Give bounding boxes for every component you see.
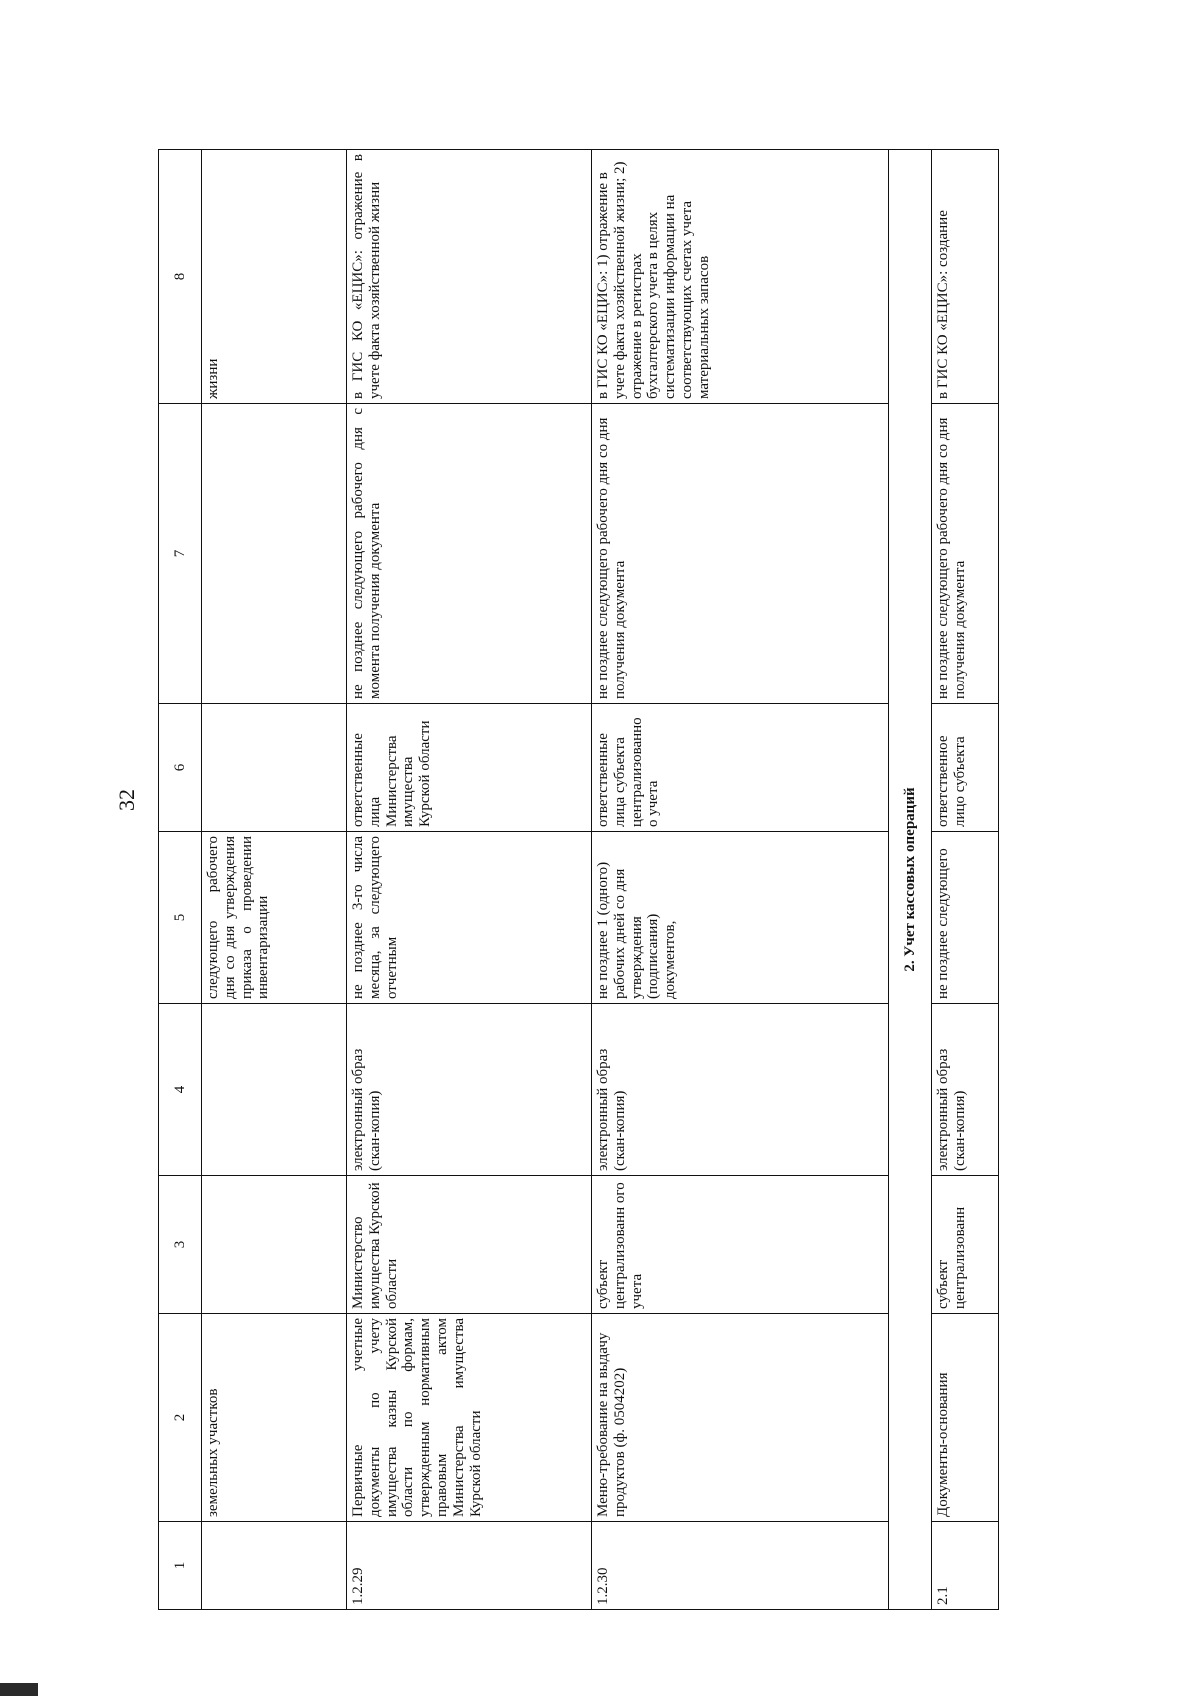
cell-action: в ГИС КО «ЕЦИС»: 1) отражение в учете факта хозяйственной жизни; 2) отражение в регистрах бухгалтерского учета в целях систематизации информации на соответствующих счетах учета материальных запасов (592, 150, 889, 404)
header-col-1: 1 (159, 1522, 202, 1610)
table-row (202, 150, 347, 1610)
cell-format: электронный образ (скан-копия) (347, 1004, 592, 1176)
cell-processing-deadline: не позднее следующего рабочего дня со дня получения документа (932, 404, 999, 704)
cell-deadline: следующего рабочего дня со дня утверждения приказа о проведении инвентаризации (202, 832, 347, 1004)
page-number: 32 (114, 789, 139, 811)
cell-format (202, 1004, 347, 1176)
cell-deadline: не позднее следующего (932, 832, 999, 1004)
cell-document: Первичные учетные документы по учету имущества казны Курской области по формам, утвержденным нормативным правовым актом Министерства имущества Курской области (347, 1314, 592, 1522)
document-table (158, 149, 999, 1610)
header-col-2: 2 (159, 1314, 202, 1522)
cell-originator: Министерство имущества Курской области (347, 1176, 592, 1314)
scan-edge-mark (0, 1683, 38, 1696)
header-row (159, 150, 202, 1610)
cell-responsible (202, 704, 347, 832)
header-col-4: 4 (159, 1004, 202, 1176)
cell-action: в ГИС КО «ЕЦИС»: отражение в учете факта хозяйственной жизни (347, 150, 592, 404)
cell-action: жизни (202, 150, 347, 404)
cell-originator (202, 1176, 347, 1314)
cell-action: в ГИС КО «ЕЦИС»: создание (932, 150, 999, 404)
cell-responsible: ответственное лицо субъекта (932, 704, 999, 832)
cell-number: 2.1 (932, 1522, 999, 1610)
section-title: 2. Учет кассовых операций (889, 150, 932, 1610)
cell-deadline: не позднее 1 (одного) рабочих дней со дня утверждения (подписания) документов, (592, 832, 889, 1004)
cell-number: 1.2.30 (592, 1522, 889, 1610)
cell-responsible: ответственные лица Министерства имущества Курской области (347, 704, 592, 832)
header-col-7: 7 (159, 404, 202, 704)
section-row (889, 150, 932, 1610)
cell-document: Меню-требование на выдачу продуктов (ф. 0504202) (592, 1314, 889, 1522)
cell-originator: субъект централизованн ого учета (592, 1176, 889, 1314)
cell-number (202, 1522, 347, 1610)
cell-format: электронный образ (скан-копия) (592, 1004, 889, 1176)
cell-format: электронный образ (скан-копия) (932, 1004, 999, 1176)
cell-deadline: не позднее 3-го числа месяца, за следующего отчетным (347, 832, 592, 1004)
cell-document: Документы-основания (932, 1314, 999, 1522)
cell-document: земельных участков (202, 1314, 347, 1522)
table-row (592, 150, 889, 1610)
header-col-3: 3 (159, 1176, 202, 1314)
cell-responsible: ответственные лица субъекта централизованно о учета (592, 704, 889, 832)
header-col-6: 6 (159, 704, 202, 832)
table-row (347, 150, 592, 1610)
header-col-8: 8 (159, 150, 202, 404)
header-col-5: 5 (159, 832, 202, 1004)
cell-processing-deadline (202, 404, 347, 704)
cell-number: 1.2.29 (347, 1522, 592, 1610)
table-row (932, 150, 999, 1610)
cell-processing-deadline: не позднее следующего рабочего дня со дня получения документа (592, 404, 889, 704)
cell-processing-deadline: не позднее следующего рабочего дня с момента получения документа (347, 404, 592, 704)
rotated-table-container (158, 150, 1046, 1610)
cell-originator: субъект централизованн (932, 1176, 999, 1314)
